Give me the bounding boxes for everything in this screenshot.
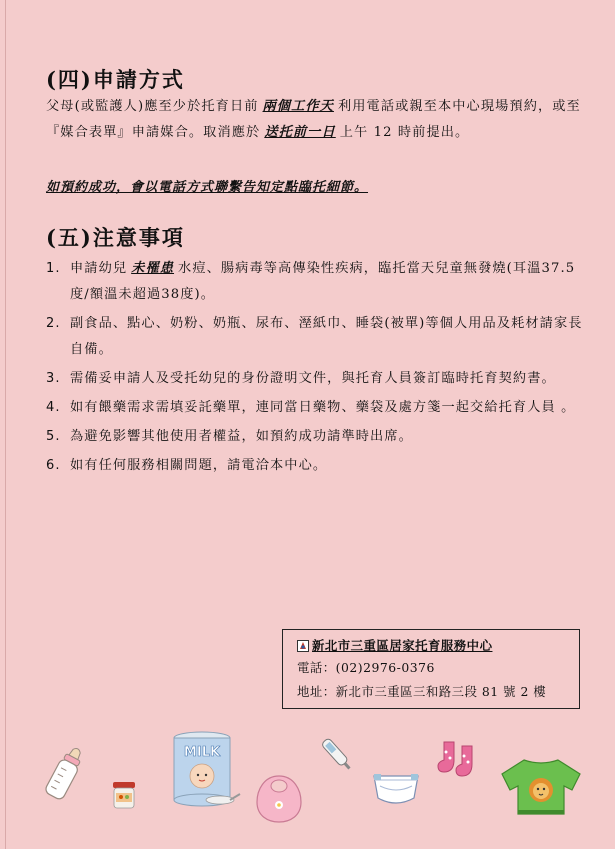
thermometer-icon bbox=[316, 735, 356, 775]
p1-emphasis-two-days: 兩個工作天 bbox=[262, 99, 334, 114]
notes-list bbox=[46, 256, 586, 482]
section-4-paragraph bbox=[46, 94, 586, 146]
baby-bib-icon bbox=[254, 772, 304, 824]
item-text-a: 申請幼兒 bbox=[70, 261, 128, 276]
item-number: 3. bbox=[46, 371, 61, 386]
baby-food-jar-icon bbox=[110, 780, 138, 810]
baby-bottle-icon bbox=[40, 744, 88, 806]
p1-text-a: 父母(或監護人)應至少於托育日前 bbox=[46, 99, 259, 114]
page-left-rule bbox=[5, 0, 6, 849]
contact-org-row bbox=[297, 636, 579, 656]
booking-notice: 如預約成功，會以電話方式聯繫告知定點臨托細節。 bbox=[46, 180, 369, 195]
milk-label: MILK bbox=[183, 745, 221, 760]
item-text: 為避免影響其他使用者權益，如預約成功請準時出席。 bbox=[70, 429, 413, 444]
baby-socks-icon bbox=[436, 738, 482, 780]
section-4-title: (四)申請方式 bbox=[46, 67, 185, 92]
item-text-b: 水痘、腸病毒等高傳染性疾病，臨托當天兒童無發燒(耳溫37.5度/額溫未超過38度)。 bbox=[70, 261, 576, 302]
item-emphasis: 未罹患 bbox=[131, 261, 175, 276]
contact-box bbox=[282, 629, 580, 709]
milk-formula-can-icon bbox=[168, 730, 244, 810]
p1-text-b: 利用電話或親至本中心現場預約，或至『媒合表單』申請媒合。取消應於 bbox=[46, 99, 581, 140]
item-text: 如有任何服務相關問題，請電洽本中心。 bbox=[70, 458, 328, 473]
center-logo-icon bbox=[297, 640, 309, 652]
p1-text-c: 上午 12 時前提出。 bbox=[339, 125, 470, 140]
section-5-title: (五)注意事項 bbox=[46, 225, 185, 250]
item-text: 需備妥申請人及受托幼兒的身份證明文件，與托育人員簽訂臨時托育契約書。 bbox=[70, 371, 556, 386]
item-text: 如有餵藥需求需填妥託藥單，連同當日藥物、藥袋及處方箋一起交給托育人員 。 bbox=[70, 400, 576, 415]
list-item bbox=[46, 256, 586, 308]
contact-phone: 電話：(02)2976-0376 bbox=[297, 660, 435, 675]
list-item bbox=[46, 311, 586, 363]
item-text: 副食品、點心、奶粉、奶瓶、尿布、溼紙巾、睡袋(被單)等個人用品及耗材請家長自備。 bbox=[70, 316, 583, 357]
item-number: 4. bbox=[46, 400, 61, 415]
contact-address: 地址：新北市三重區三和路三段 81 號 2 樓 bbox=[297, 684, 547, 699]
baby-sweater-icon bbox=[498, 756, 584, 818]
list-item bbox=[46, 366, 586, 392]
contact-org-name: 新北市三重區居家托育服務中心 bbox=[312, 638, 493, 653]
list-item bbox=[46, 395, 586, 421]
list-item bbox=[46, 453, 586, 479]
item-number: 5. bbox=[46, 429, 61, 444]
diaper-icon bbox=[370, 768, 422, 810]
list-item bbox=[46, 424, 586, 450]
p1-emphasis-day-before: 送托前一日 bbox=[264, 125, 336, 140]
item-number: 6. bbox=[46, 458, 61, 473]
item-number: 2. bbox=[46, 316, 61, 331]
item-number: 1. bbox=[46, 261, 61, 276]
